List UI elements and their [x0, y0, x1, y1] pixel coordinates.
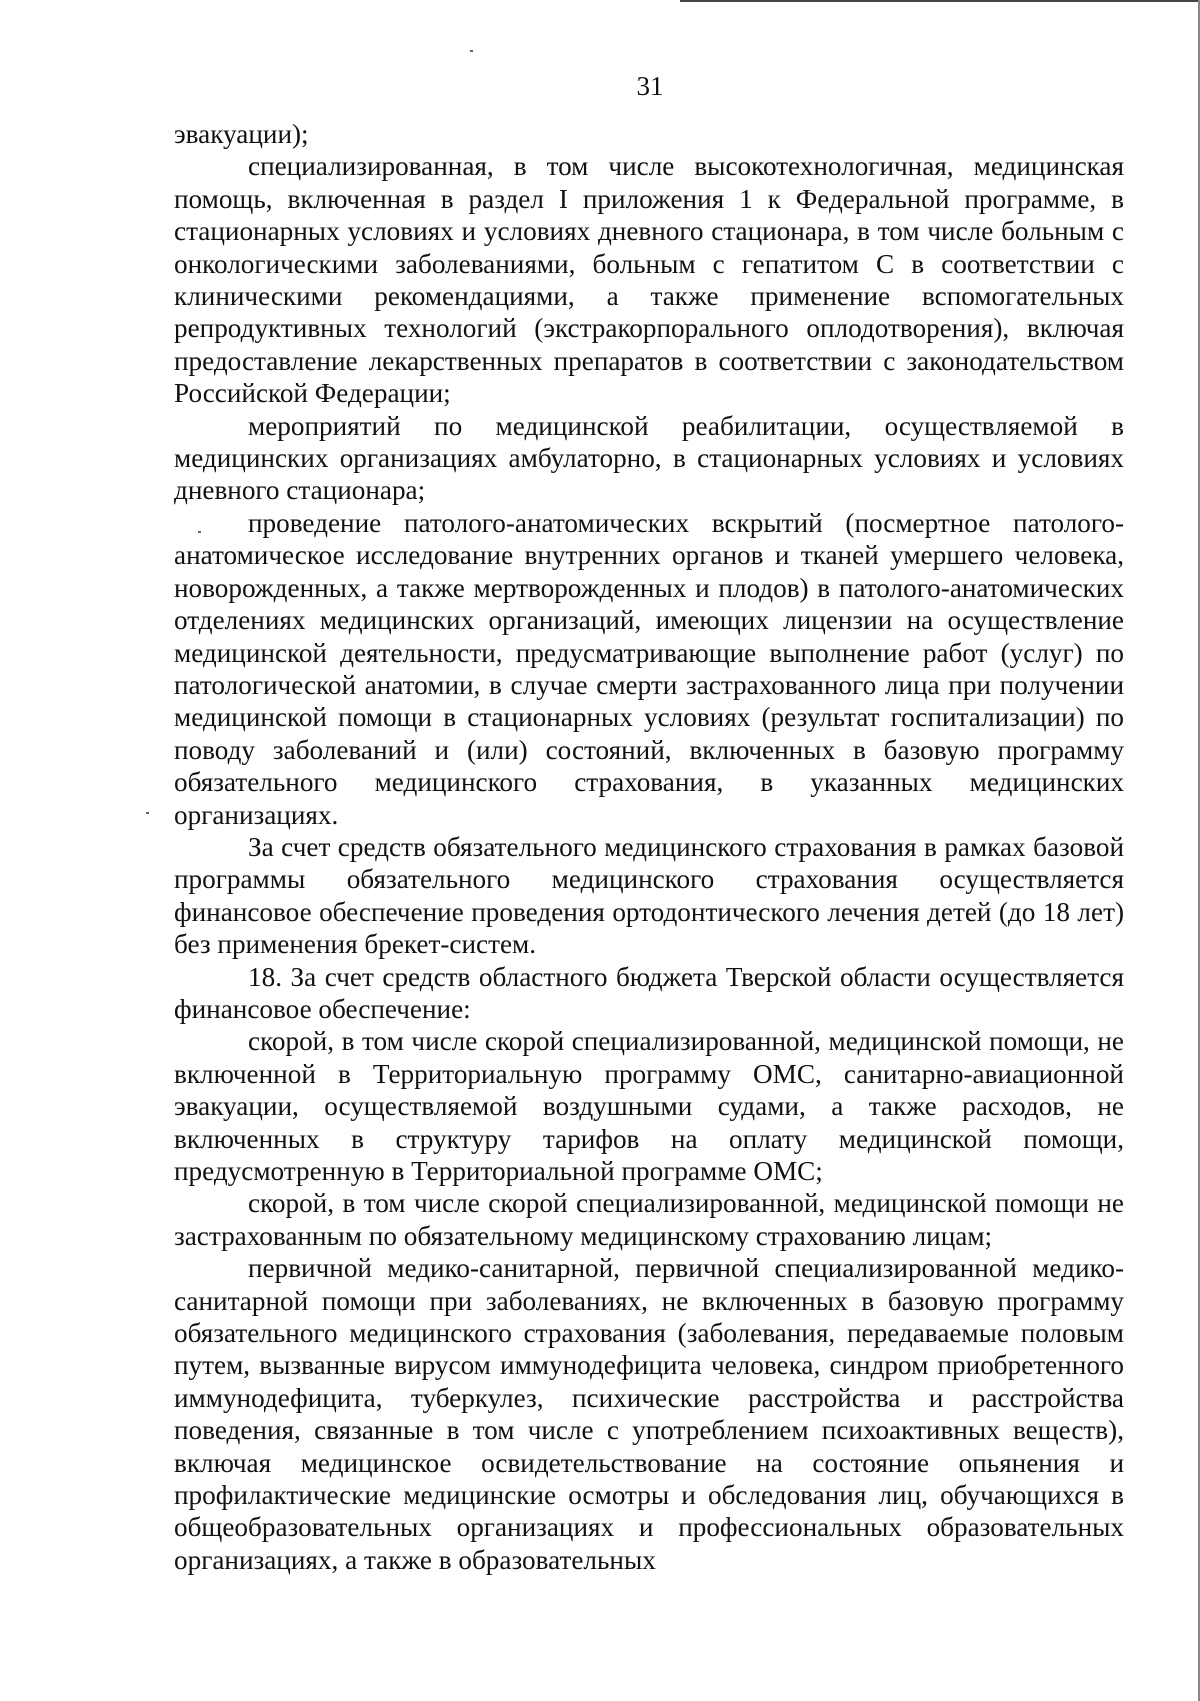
scan-edge-top	[680, 0, 1200, 2]
paragraph: мероприятий по медицинской реабилитации, осуществляемой в медицинских организациях амбулаторно, в стационарных условиях и условиях дневного стационара;	[174, 410, 1124, 506]
paragraph: специализированная, в том числе высокотехнологичная, медицинская помощь, включенная в раздел I приложения 1 к Федеральной программе, в стационарных условиях и условиях дневного стационара, в том числе больным с онкологическими заболеваниями, больным с гепатитом С в соответствии с клиническими рекомендациями, а также применение вспомогательных репродуктивных технологий (экстракорпорального оплодотворения), включая предоставление лекарственных препаратов в соответствии с законодательством Российской Федерации;	[174, 151, 1124, 409]
page-number: 31	[636, 71, 664, 101]
scan-speck	[146, 812, 149, 814]
paragraph: скорой, в том числе скорой специализированной, медицинской помощи, не включенной в Территориальную программу ОМС, санитарно-авиационной эвакуации, осуществляемой воздушными судами, а также расходов, не включенных в структуру тарифов на оплату медицинской помощи, предусмотренную в Территориальной программе ОМС;	[174, 1026, 1124, 1186]
paragraph: скорой, в том числе скорой специализированной, медицинской помощи не застрахованным по обязательному медицинскому страхованию лицам;	[174, 1188, 1124, 1251]
paragraph: 18. За счет средств областного бюджета Тверской области осуществляется финансовое обеспечение:	[174, 961, 1124, 1024]
paragraph: проведение патолого-анатомических вскрытий (посмертное патолого-анатомическое исследование внутренних органов и тканей умершего человека, новорожденных, а также мертворожденных и плодов) в патолого-анатомических отделениях медицинских организаций, имеющих лицензии на осуществление медицинской деятельности, предусматривающие выполнение работ (услуг) по патологической анатомии, в случае смерти застрахованного лица при получении медицинской помощи в стационарных условиях (результат госпитализации) по поводу заболеваний и (или) состояний, включенных в базовую программу обязательного медицинского страхования, в указанных медицинских организациях.	[174, 507, 1124, 830]
paragraph: первичной медико-санитарной, первичной специализированной медико-санитарной помощи при заболеваниях, не включенных в базовую программу обязательного медицинского страхования (заболевания, передаваемые половым путем, вызванные вирусом иммунодефицита человека, синдром приобретенного иммунодефицита, туберкулез, психические расстройства и расстройства поведения, связанные в том числе с употреблением психоактивных веществ), включая медицинское освидетельствование на состояние опьянения и профилактические медицинские осмотры и обследования лиц, обучающихся в общеобразовательных организациях и профессиональных образовательных организациях, а также в образовательных	[174, 1253, 1124, 1575]
paragraph: За счет средств обязательного медицинского страхования в рамках базовой программы обязательного медицинского страхования осуществляется финансовое обеспечение проведения ортодонтического лечения детей (до 18 лет) без применения брекет-систем.	[174, 831, 1124, 960]
scan-speck	[470, 50, 473, 52]
paragraph: эвакуации);	[174, 119, 309, 149]
body-text	[174, 118, 1124, 1576]
